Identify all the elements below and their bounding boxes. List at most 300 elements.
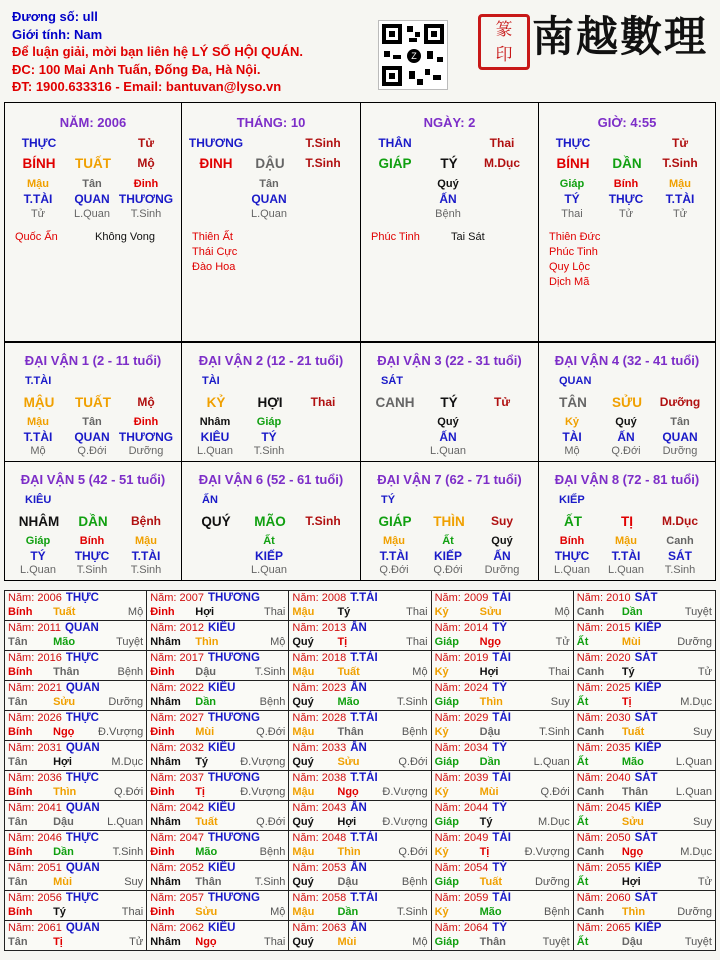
stem-ten-god: THỰC bbox=[555, 136, 591, 150]
year-branch: Tị bbox=[337, 636, 348, 648]
year-pillar bbox=[292, 815, 427, 829]
year-label: Năm: 2054 bbox=[434, 862, 489, 874]
pillar-title: GIỜ: 4:55 bbox=[597, 115, 657, 130]
year-stem: Ất bbox=[576, 936, 589, 948]
year-ten-god: SÁT bbox=[634, 772, 658, 784]
star-label: Quốc Ấn bbox=[15, 231, 58, 243]
hidden-stage: Bệnh bbox=[435, 208, 461, 220]
year-cell[interactable] bbox=[431, 591, 573, 621]
year-branch: Mùi bbox=[53, 876, 73, 888]
year-stage: Tử bbox=[697, 666, 712, 678]
year-cell[interactable] bbox=[431, 711, 573, 741]
year-line bbox=[292, 591, 427, 605]
earthly-branch: DẦN bbox=[612, 156, 642, 171]
year-stem: Bính bbox=[8, 606, 33, 618]
luck-hidden-stage: T.Sinh bbox=[76, 564, 108, 576]
star-label: Dịch Mã bbox=[549, 276, 590, 288]
year-line bbox=[8, 801, 143, 815]
hidden-stage: T.Sinh bbox=[130, 208, 162, 220]
year-cell[interactable] bbox=[5, 621, 147, 651]
pillar-title: NGÀY: 2 bbox=[423, 115, 476, 130]
year-stem: Đinh bbox=[150, 786, 175, 798]
year-cell[interactable] bbox=[147, 861, 289, 891]
year-stage: Bệnh bbox=[259, 846, 286, 858]
year-stage: Đ.Vượng bbox=[98, 726, 144, 738]
luck-ten-god: TÝ bbox=[381, 494, 396, 506]
year-ten-god: QUAN bbox=[65, 922, 100, 934]
year-ten-god: T.TÀI bbox=[350, 832, 378, 844]
qr-code-icon[interactable] bbox=[378, 20, 448, 90]
year-ten-god: SÁT bbox=[634, 592, 658, 604]
year-branch: Sửu bbox=[53, 696, 76, 708]
earthly-branch: TUẤT bbox=[75, 156, 111, 171]
year-label: Năm: 2045 bbox=[576, 802, 631, 814]
year-cell[interactable] bbox=[5, 861, 147, 891]
year-stage: T.Sinh bbox=[254, 876, 286, 888]
year-pillar bbox=[8, 785, 143, 799]
year-ten-god: THƯƠNG bbox=[208, 892, 260, 904]
star-label: Thiên Đức bbox=[549, 231, 601, 243]
year-branch: Tý bbox=[53, 906, 66, 918]
year-stem: Kỷ bbox=[434, 846, 449, 858]
year-ten-god: THƯƠNG bbox=[208, 592, 260, 604]
year-cell[interactable] bbox=[431, 681, 573, 711]
year-cell[interactable] bbox=[5, 681, 147, 711]
year-ten-god: QUAN bbox=[65, 742, 100, 754]
year-cell[interactable] bbox=[431, 741, 573, 771]
year-pillar bbox=[435, 665, 570, 679]
branch-stage: Tử bbox=[671, 136, 689, 150]
year-stem: Quý bbox=[292, 816, 314, 828]
year-ten-god: THƯƠNG bbox=[208, 832, 260, 844]
hidden-stem: Tân bbox=[259, 178, 279, 190]
year-cell[interactable] bbox=[289, 651, 431, 681]
luck-hidden-god: ẤN bbox=[617, 430, 635, 444]
luck-hidden-god: TÝ bbox=[30, 549, 46, 563]
year-pillar bbox=[150, 875, 285, 889]
year-cell[interactable] bbox=[5, 921, 147, 951]
year-cell[interactable] bbox=[573, 921, 715, 951]
year-stage: Đ.Vượng bbox=[240, 786, 286, 798]
hidden-stem: Giáp bbox=[559, 178, 585, 190]
luck-pillar-cell[interactable] bbox=[4, 461, 182, 581]
luck-hidden-stage: Mộ bbox=[30, 445, 46, 457]
year-line bbox=[150, 741, 285, 755]
year-cell[interactable] bbox=[573, 831, 715, 861]
year-cell[interactable] bbox=[5, 591, 147, 621]
year-branch: Thìn bbox=[337, 846, 361, 858]
year-line bbox=[150, 591, 285, 605]
year-stem: Tân bbox=[8, 816, 28, 828]
table-row bbox=[5, 621, 716, 651]
year-cell[interactable] bbox=[573, 771, 715, 801]
year-cell[interactable] bbox=[573, 651, 715, 681]
year-cell[interactable] bbox=[147, 711, 289, 741]
year-branch: Tuất bbox=[195, 816, 218, 828]
year-branch: Tị bbox=[479, 846, 490, 858]
year-line bbox=[435, 921, 570, 935]
year-branch: Hợi bbox=[337, 816, 357, 828]
year-label: Năm: 2043 bbox=[292, 802, 347, 814]
year-branch: Dậu bbox=[479, 726, 501, 738]
year-pillar bbox=[577, 635, 712, 649]
year-stage: Bệnh bbox=[401, 726, 428, 738]
year-line bbox=[8, 651, 143, 665]
year-line bbox=[292, 801, 427, 815]
year-ten-god: TÝ bbox=[492, 622, 508, 634]
heavenly-stem: GIÁP bbox=[378, 156, 412, 171]
year-cell[interactable] bbox=[5, 651, 147, 681]
year-label: Năm: 2057 bbox=[150, 892, 204, 904]
pillar-cell[interactable] bbox=[538, 102, 716, 342]
year-line bbox=[150, 831, 285, 845]
year-stem: Nhâm bbox=[150, 636, 181, 648]
luck-hidden-god: TÝ bbox=[261, 430, 277, 444]
year-line bbox=[577, 681, 712, 695]
year-cell[interactable] bbox=[573, 801, 715, 831]
year-cell[interactable] bbox=[289, 861, 431, 891]
year-cell[interactable] bbox=[147, 921, 289, 951]
year-stem: Bính bbox=[8, 666, 33, 678]
year-pillar bbox=[435, 815, 570, 829]
luck-hidden-stage: L.Quan bbox=[429, 445, 467, 457]
year-branch: Dậu bbox=[53, 816, 74, 828]
year-pillar bbox=[577, 725, 712, 739]
luck-branch: TÝ bbox=[440, 395, 458, 410]
year-pillar bbox=[150, 605, 285, 619]
hidden-stage: L.Quan bbox=[73, 208, 111, 220]
pillar-cell[interactable] bbox=[360, 102, 539, 342]
annual-luck-table bbox=[4, 590, 716, 951]
year-label: Năm: 2048 bbox=[292, 832, 347, 844]
year-pillar bbox=[577, 695, 712, 709]
year-stem: Ất bbox=[576, 876, 589, 888]
year-stem: Đinh bbox=[150, 606, 175, 618]
year-stage: Đ.Vượng bbox=[240, 756, 286, 768]
year-stage: T.Sinh bbox=[396, 906, 428, 918]
luck-branch: TỊ bbox=[621, 514, 633, 529]
year-cell[interactable] bbox=[5, 801, 147, 831]
table-row bbox=[5, 801, 716, 831]
hidden-stage: L.Quan bbox=[250, 208, 288, 220]
year-label: Năm: 2049 bbox=[434, 832, 489, 844]
year-ten-god: QUAN bbox=[65, 802, 100, 814]
year-branch: Mùi bbox=[195, 726, 215, 738]
year-cell[interactable] bbox=[573, 681, 715, 711]
luck-stem: CANH bbox=[375, 395, 415, 410]
year-cell[interactable] bbox=[289, 771, 431, 801]
year-stage: Mộ bbox=[554, 606, 570, 618]
year-stem: Quý bbox=[292, 936, 314, 948]
luck-pillar-cell[interactable] bbox=[181, 342, 361, 462]
year-pillar bbox=[150, 905, 285, 919]
year-label: Năm: 2016 bbox=[8, 652, 62, 664]
year-label: Năm: 2023 bbox=[292, 682, 347, 694]
year-stem: Kỷ bbox=[434, 666, 449, 678]
table-row bbox=[5, 651, 716, 681]
year-ten-god: SÁT bbox=[634, 712, 658, 724]
luck-stem: ẤT bbox=[564, 514, 582, 529]
luck-hidden-god: THỰC bbox=[554, 549, 590, 563]
luck-stem: KỶ bbox=[206, 395, 226, 410]
hidden-ten-god: ẤN bbox=[439, 192, 457, 206]
year-cell[interactable] bbox=[5, 771, 147, 801]
year-cell[interactable] bbox=[147, 741, 289, 771]
year-ten-god: ẤN bbox=[350, 862, 367, 874]
year-cell[interactable] bbox=[289, 891, 431, 921]
year-stage: Q.Đới bbox=[256, 816, 286, 828]
year-cell[interactable] bbox=[431, 801, 573, 831]
year-stem: Nhâm bbox=[150, 696, 181, 708]
branch-stage: Tử bbox=[137, 136, 155, 150]
year-label: Năm: 2062 bbox=[150, 922, 204, 934]
year-ten-god: T.TÀI bbox=[350, 772, 378, 784]
luck-hidden-stage: Q.Đới bbox=[433, 564, 463, 576]
year-cell[interactable] bbox=[147, 891, 289, 921]
year-stage: Mộ bbox=[270, 636, 286, 648]
star-label: Phúc Tinh bbox=[371, 231, 420, 243]
year-pillar bbox=[150, 785, 285, 799]
year-branch: Sửu bbox=[195, 906, 218, 918]
year-ten-god: T.TÀI bbox=[350, 892, 378, 904]
year-label: Năm: 2033 bbox=[292, 742, 347, 754]
year-cell[interactable] bbox=[573, 591, 715, 621]
year-cell[interactable] bbox=[5, 891, 147, 921]
year-line bbox=[577, 921, 712, 935]
year-cell[interactable] bbox=[431, 621, 573, 651]
year-stem: Nhâm bbox=[150, 816, 181, 828]
year-branch: Mão bbox=[479, 906, 502, 918]
year-stem: Canh bbox=[576, 906, 605, 918]
year-line bbox=[435, 621, 570, 635]
luck-pillar-cell[interactable] bbox=[181, 461, 361, 581]
luck-hidden-stage: Q.Đới bbox=[77, 445, 107, 457]
year-pillar bbox=[292, 635, 427, 649]
year-cell[interactable] bbox=[289, 741, 431, 771]
year-stem: Kỷ bbox=[434, 606, 449, 618]
luck-title: ĐẠI VẬN 8 (72 - 81 tuổi) bbox=[554, 472, 700, 487]
year-stage: L.Quan bbox=[675, 786, 712, 798]
luck-stage: Tử bbox=[493, 395, 511, 409]
hidden-stage: Thai bbox=[561, 208, 583, 220]
year-stage: M.Dục bbox=[111, 756, 144, 768]
luck-title: ĐẠI VẬN 7 (62 - 71 tuổi) bbox=[377, 472, 522, 487]
year-cell[interactable] bbox=[431, 831, 573, 861]
year-label: Năm: 2030 bbox=[576, 712, 631, 724]
year-label: Năm: 2046 bbox=[8, 832, 62, 844]
year-stage: Đ.Vượng bbox=[382, 786, 428, 798]
year-line bbox=[435, 681, 570, 695]
year-stage: Thai bbox=[406, 636, 428, 648]
year-stem: Mậu bbox=[292, 666, 315, 678]
table-row bbox=[5, 861, 716, 891]
year-cell[interactable] bbox=[147, 771, 289, 801]
luck-branch: TUẤT bbox=[75, 395, 111, 410]
year-stem: Bính bbox=[8, 726, 33, 738]
year-cell[interactable] bbox=[5, 741, 147, 771]
year-stem: Canh bbox=[576, 786, 605, 798]
year-pillar bbox=[8, 905, 143, 919]
year-cell[interactable] bbox=[573, 891, 715, 921]
year-label: Năm: 2041 bbox=[8, 802, 62, 814]
year-stage: Q.Đới bbox=[540, 786, 570, 798]
year-cell[interactable] bbox=[431, 861, 573, 891]
year-stage: M.Dục bbox=[537, 816, 570, 828]
year-branch: Dần bbox=[337, 906, 359, 918]
year-cell[interactable] bbox=[147, 801, 289, 831]
chart-header bbox=[12, 8, 303, 96]
year-branch: Ngọ bbox=[53, 726, 75, 738]
year-cell[interactable] bbox=[573, 711, 715, 741]
year-ten-god: KIÊU bbox=[208, 742, 236, 754]
year-label: Năm: 2017 bbox=[150, 652, 204, 664]
year-cell[interactable] bbox=[431, 921, 573, 951]
year-ten-god: THƯƠNG bbox=[208, 772, 260, 784]
luck-hidden-stem: Giáp bbox=[256, 416, 282, 428]
year-ten-god: T.TÀI bbox=[350, 652, 378, 664]
year-cell[interactable] bbox=[5, 711, 147, 741]
year-pillar bbox=[435, 905, 570, 919]
year-stage: Q.Đới bbox=[398, 756, 428, 768]
year-cell[interactable] bbox=[431, 891, 573, 921]
year-branch: Sửu bbox=[337, 756, 360, 768]
year-stem: Tân bbox=[8, 696, 28, 708]
luck-hidden-stage: Dưỡng bbox=[662, 445, 698, 457]
year-stem: Quý bbox=[292, 876, 314, 888]
luck-pillar-cell[interactable] bbox=[538, 461, 716, 581]
year-label: Năm: 2037 bbox=[150, 772, 204, 784]
qr-logo-icon: Z bbox=[407, 49, 421, 63]
year-cell[interactable] bbox=[289, 801, 431, 831]
year-branch: Hợi bbox=[621, 876, 641, 888]
year-cell[interactable] bbox=[289, 621, 431, 651]
year-stem: Mậu bbox=[292, 906, 315, 918]
year-pillar bbox=[292, 605, 427, 619]
year-ten-god: QUAN bbox=[65, 682, 100, 694]
pillar-cell[interactable] bbox=[4, 102, 182, 342]
hidden-ten-god: QUAN bbox=[74, 192, 110, 206]
luck-hidden-stage: T.Sinh bbox=[664, 564, 696, 576]
year-stem: Ất bbox=[576, 696, 589, 708]
year-label: Năm: 2032 bbox=[150, 742, 204, 754]
year-line bbox=[435, 591, 570, 605]
luck-stage: Suy bbox=[490, 514, 513, 528]
year-label: Năm: 2052 bbox=[150, 862, 204, 874]
year-label: Năm: 2055 bbox=[576, 862, 631, 874]
pillar-cell[interactable] bbox=[181, 102, 361, 342]
year-stage: T.Sinh bbox=[254, 666, 286, 678]
year-line bbox=[435, 861, 570, 875]
luck-pillar-cell[interactable] bbox=[4, 342, 182, 462]
year-cell[interactable] bbox=[5, 831, 147, 861]
luck-title: ĐẠI VẬN 6 (52 - 61 tuổi) bbox=[198, 472, 344, 487]
pillar-title: THÁNG: 10 bbox=[236, 115, 306, 130]
luck-hidden-stage: L.Quan bbox=[607, 564, 645, 576]
year-cell[interactable] bbox=[147, 591, 289, 621]
year-branch: Tị bbox=[621, 696, 632, 708]
year-stage: M.Dục bbox=[680, 846, 712, 858]
phone-email: ĐT: 1900.633316 - Email: bantuvan@lyso.vn bbox=[12, 79, 282, 94]
year-ten-god: TÀI bbox=[492, 652, 511, 664]
luck-branch: HỢI bbox=[257, 395, 283, 410]
year-cell[interactable] bbox=[573, 741, 715, 771]
year-ten-god: TÝ bbox=[492, 862, 508, 874]
year-cell[interactable] bbox=[289, 921, 431, 951]
year-cell[interactable] bbox=[289, 831, 431, 861]
luck-hidden-god: ẤN bbox=[493, 549, 511, 563]
year-line bbox=[435, 831, 570, 845]
year-branch: Dậu bbox=[621, 936, 643, 948]
year-branch: Thìn bbox=[195, 636, 219, 648]
year-label: Năm: 2034 bbox=[434, 742, 489, 754]
year-cell[interactable] bbox=[147, 621, 289, 651]
year-branch: Thân bbox=[337, 726, 364, 738]
star-label: Thái Cực bbox=[192, 246, 238, 258]
year-line bbox=[435, 771, 570, 785]
year-stage: Mộ bbox=[412, 666, 428, 678]
star-label: Quy Lộc bbox=[549, 261, 590, 273]
year-branch: Mão bbox=[195, 846, 218, 858]
year-line bbox=[8, 681, 143, 695]
year-stem: Mậu bbox=[292, 786, 315, 798]
year-cell[interactable] bbox=[289, 681, 431, 711]
year-cell[interactable] bbox=[147, 681, 289, 711]
year-label: Năm: 2051 bbox=[8, 862, 62, 874]
year-branch: Mùi bbox=[479, 786, 499, 798]
year-line bbox=[150, 711, 285, 725]
year-label: Năm: 2029 bbox=[434, 712, 489, 724]
year-cell[interactable] bbox=[431, 651, 573, 681]
year-pillar bbox=[150, 815, 285, 829]
year-cell[interactable] bbox=[573, 861, 715, 891]
year-label: Năm: 2061 bbox=[8, 922, 62, 934]
table-row bbox=[5, 891, 716, 921]
year-stage: Tuyệt bbox=[684, 936, 712, 948]
luck-hidden-stem: Quý bbox=[437, 416, 459, 428]
year-line bbox=[435, 891, 570, 905]
year-label: Năm: 2014 bbox=[434, 622, 489, 634]
year-cell[interactable] bbox=[147, 831, 289, 861]
year-cell[interactable] bbox=[289, 711, 431, 741]
year-branch: Tuất bbox=[479, 876, 503, 888]
luck-pillar-cell[interactable] bbox=[538, 342, 716, 462]
hidden-ten-god: T.TÀI bbox=[665, 192, 695, 206]
luck-pillar-cell[interactable] bbox=[360, 461, 539, 581]
year-cell[interactable] bbox=[431, 771, 573, 801]
year-line bbox=[292, 831, 427, 845]
year-cell[interactable] bbox=[289, 591, 431, 621]
year-stem: Bính bbox=[8, 786, 33, 798]
year-label: Năm: 2026 bbox=[8, 712, 62, 724]
luck-hidden-stem: Quý bbox=[491, 535, 513, 547]
year-cell[interactable] bbox=[147, 651, 289, 681]
year-pillar bbox=[8, 665, 143, 679]
year-stem: Đinh bbox=[150, 726, 175, 738]
star-label: Phúc Tinh bbox=[549, 246, 598, 258]
year-line bbox=[577, 591, 712, 605]
hidden-ten-god: T.TÀI bbox=[23, 192, 53, 206]
year-branch: Thân bbox=[195, 876, 222, 888]
year-stage: T.Sinh bbox=[112, 846, 144, 858]
luck-pillar-cell[interactable] bbox=[360, 342, 539, 462]
red-seal-icon: 篆 印 bbox=[478, 14, 530, 70]
year-cell[interactable] bbox=[573, 621, 715, 651]
year-line bbox=[577, 831, 712, 845]
luck-hidden-stem: Giáp bbox=[25, 535, 51, 547]
year-stem: Tân bbox=[8, 936, 28, 948]
year-pillar bbox=[577, 875, 712, 889]
year-stage: L.Quan bbox=[107, 816, 144, 828]
